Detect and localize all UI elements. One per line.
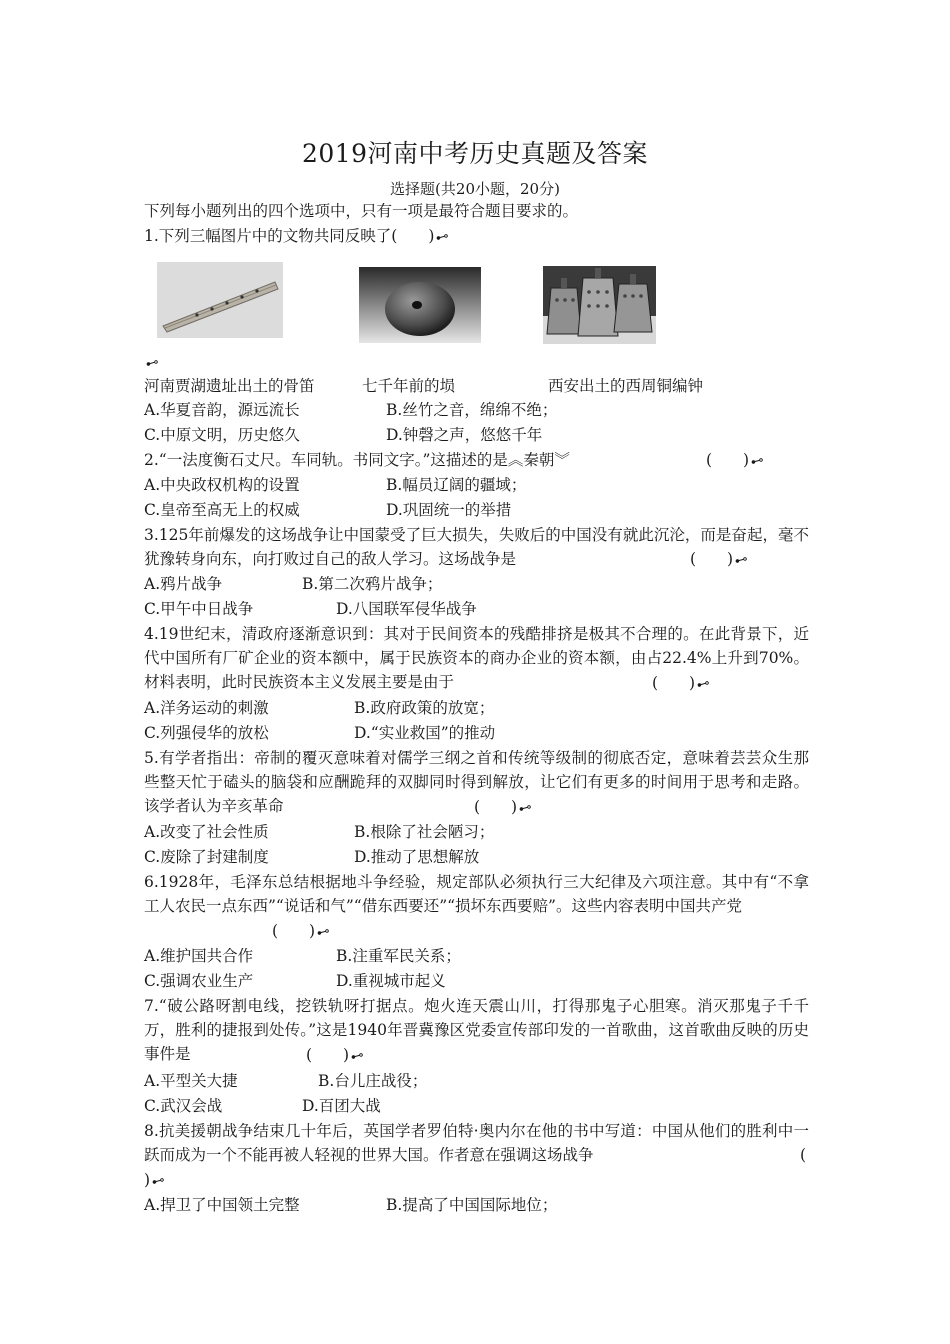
handwritten-mark-icon: ⊷: [315, 923, 332, 942]
option-d: D.钟磬之声，悠悠千年: [386, 426, 543, 444]
answer-paren: ( )⊷: [706, 448, 764, 474]
option-c: C.强调农业生产: [144, 972, 254, 990]
answer-paren: ( )⊷: [690, 547, 748, 573]
bone-flute-photo: [157, 262, 283, 338]
option-a: A.鸦片战争: [144, 575, 223, 593]
option-b: B.幅员辽阔的疆域；: [386, 476, 527, 494]
question-stem: 4.19世纪末，清政府逐渐意识到：其对于民间资本的残酷排挤是极其不合理的。在此背景下，近代中国所有厂矿企业的资本额中，属于民族资本的商办企业的资本额，由占22.4%上升到70%。材料表明，此时民族资本主义发展主要是由于: [144, 625, 809, 691]
answer-paren-close: )⊷: [144, 1168, 165, 1194]
answer-paren: ( )⊷: [272, 919, 330, 945]
option-d: D.推动了思想解放: [354, 848, 480, 866]
question-stem: 5.有学者指出：帝制的覆灭意味着对儒学三纲之首和传统等级制的彻底否定，意味着芸芸众生那些整天忙于磕头的脑袋和应酬跪拜的双脚同时得到解放，让它们有更多的时间用于思考和走路。该学者认为辛亥革命: [144, 749, 809, 815]
option-b: B.丝竹之音，绵绵不绝；: [386, 401, 558, 419]
option-c: C.列强侵华的放松: [144, 724, 269, 742]
image-caption: 七千年前的埙: [362, 377, 456, 395]
option-b: B.政府政策的放宽；: [354, 699, 495, 717]
option-b: B.提高了中国国际地位；: [386, 1196, 558, 1214]
option-c: C.废除了封建制度: [144, 848, 269, 866]
option-c: C.皇帝至高无上的权威: [144, 501, 300, 519]
option-d: D.“实业救国”的推动: [354, 724, 496, 742]
option-c: C.甲午中日战争: [144, 600, 254, 618]
handwritten-mark-icon: ⊷: [434, 228, 451, 247]
section-heading: 选择题(共20小题，20分): [390, 180, 560, 198]
option-a: A.平型关大捷: [144, 1072, 238, 1090]
question-stem: 8.抗美援朝战争结束几十年后，英国学者罗伯特·奥内尔在他的书中写道：中国从他们的胜利中一跃而成为一个不能再被人轻视的世界大国。作者意在强调这场战争: [144, 1122, 809, 1164]
option-d: D.八国联军侵华战争: [336, 600, 477, 618]
handwritten-mark-icon: ⊷: [733, 551, 750, 570]
option-b: B.注重军民关系；: [336, 947, 461, 965]
handwritten-mark-icon: ⊷: [749, 452, 766, 471]
answer-paren-open: (: [800, 1146, 807, 1164]
option-a: A.中央政权机构的设置: [144, 476, 300, 494]
handwritten-mark-icon: ⊷: [517, 799, 534, 818]
option-a: A.华夏音韵，源远流长: [144, 401, 300, 419]
answer-paren: ( )⊷: [306, 1043, 364, 1069]
option-a: A.捍卫了中国领土完整: [144, 1196, 300, 1214]
option-c: C.武汉会战: [144, 1097, 223, 1115]
handwritten-mark-icon: ⊷: [695, 675, 712, 694]
handwritten-mark-icon: ⊷: [144, 354, 161, 373]
option-d: D.重视城市起义: [336, 972, 446, 990]
image-caption: 西安出土的西周铜编钟: [548, 377, 704, 395]
option-d: D.百团大战: [302, 1097, 381, 1115]
option-a: A.维护国共合作: [144, 947, 254, 965]
bronze-bells-photo: [543, 266, 656, 344]
question-stem: 7.“破公路呀割电线，挖铁轨呀打据点。炮火连天震山川，打得那鬼子心胆寒。消灭那鬼子千千万，胜利的捷报到处传。”这是1940年晋冀豫区党委宣传部印发的一首歌曲，这首歌曲反映的历史事件是: [144, 997, 809, 1063]
instruction: 下列每小题列出的四个选项中，只有一项是最符合题目要求的。: [144, 202, 579, 220]
question-stem: 2.“一法度衡石丈尺。车同轨。书同文字。”这描述的是︽秦朝︾: [144, 451, 570, 469]
option-b: B.台儿庄战役；: [318, 1072, 428, 1090]
question-stem: 1.下列三幅图片中的文物共同反映了( )⊷: [144, 224, 449, 250]
option-c: C.中原文明，历史悠久: [144, 426, 300, 444]
option-a: A.改变了社会性质: [144, 823, 269, 841]
question-stem: 3.125年前爆发的这场战争让中国蒙受了巨大损失，失败后的中国没有就此沉沦，而是奋起，毫不犹豫转身向东，向打败过自己的敌人学习。这场战争是: [144, 526, 809, 568]
image-caption: 河南贾湖遗址出土的骨笛: [144, 377, 315, 395]
question-stem: 6.1928年，毛泽东总结根据地斗争经验，规定部队必须执行三大纪律及六项注意。其中有“不拿工人农民一点东西”“说话和气”“借东西要还”“损坏东西要赔”。这些内容表明中国共产党: [144, 873, 809, 915]
option-b: B.第二次鸦片战争；: [302, 575, 443, 593]
option-b: B.根除了社会陋习；: [354, 823, 495, 841]
handwritten-mark-icon: ⊷: [150, 1172, 167, 1191]
handwritten-mark-icon: ⊷: [349, 1047, 366, 1066]
option-a: A.洋务运动的刺激: [144, 699, 269, 717]
answer-paren: ( )⊷: [474, 795, 532, 821]
answer-paren: ( )⊷: [652, 671, 710, 697]
page-title: 2019河南中考历史真题及答案: [301, 139, 649, 168]
handwritten-mark: [144, 350, 159, 376]
option-d: D.巩固统一的举措: [386, 501, 512, 519]
xun-photo: [359, 267, 481, 343]
